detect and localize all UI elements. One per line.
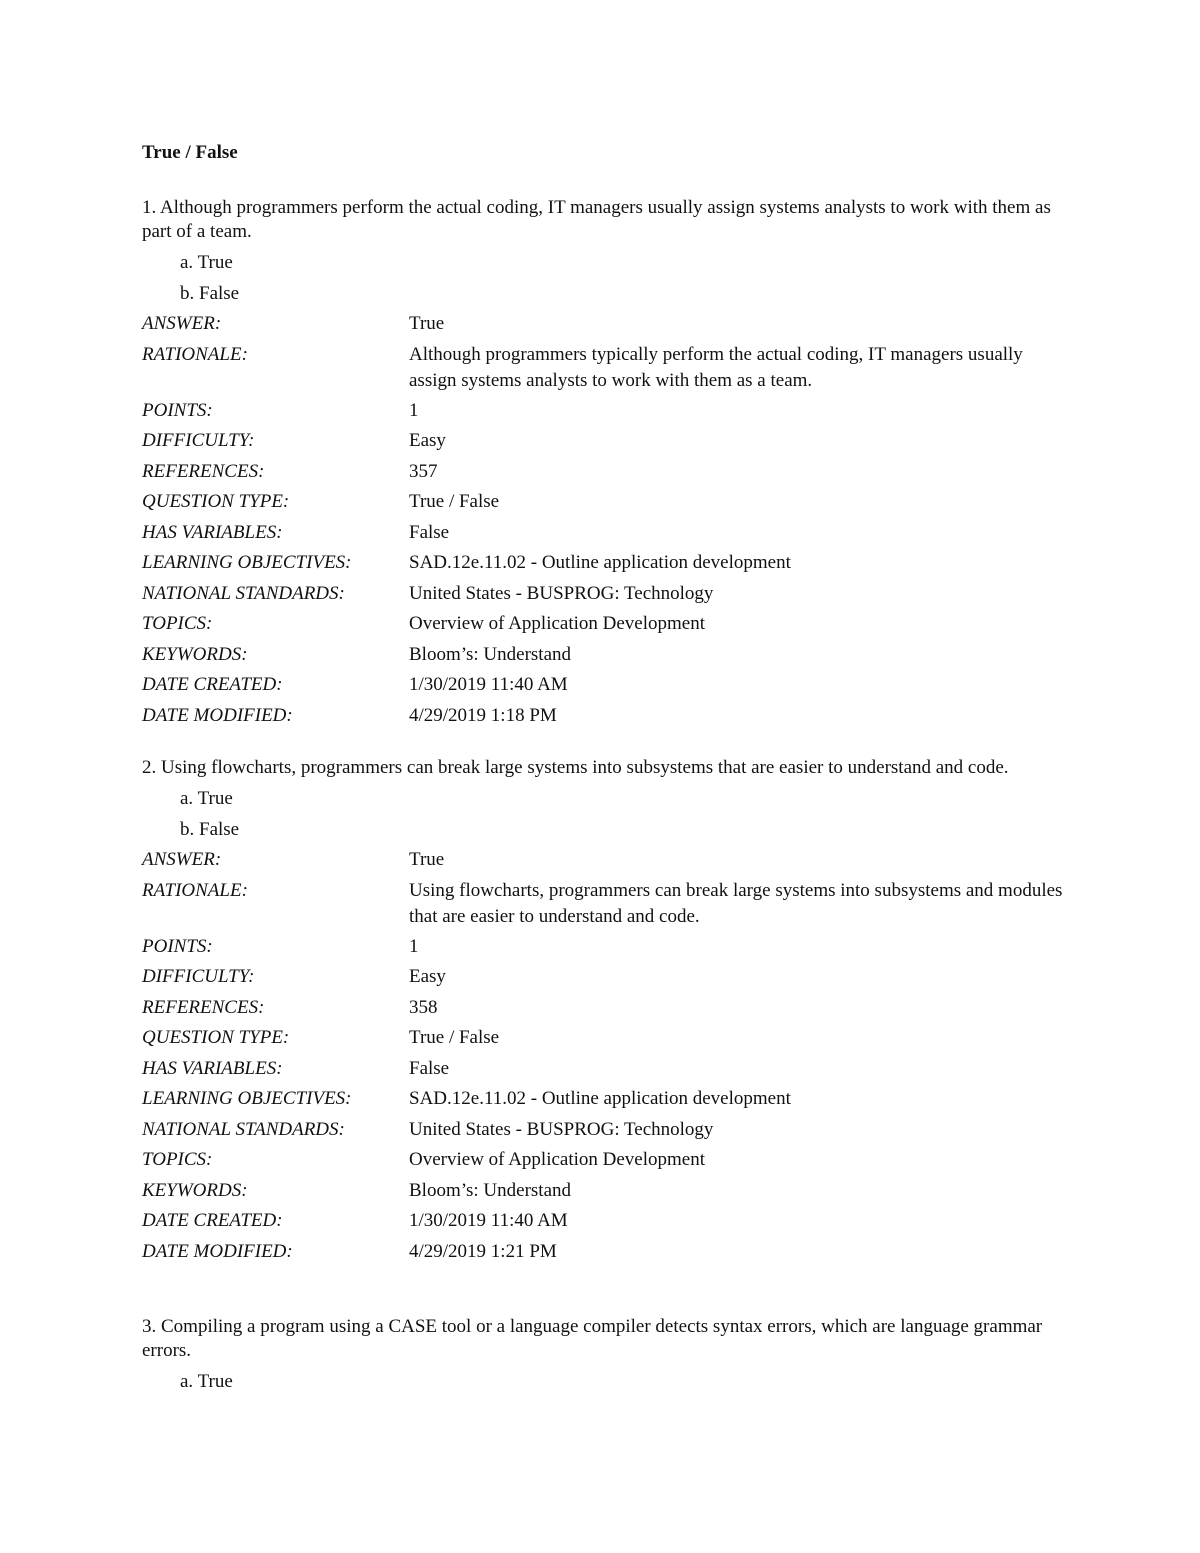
meta-difficulty: [142, 962, 1072, 993]
meta-points: [142, 396, 1072, 427]
meta-topics: [142, 1145, 1072, 1176]
meta-has-variables: [142, 1054, 1072, 1085]
meta-has-variables: [142, 518, 1072, 549]
meta-references: [142, 993, 1072, 1024]
meta-label: QUESTION TYPE:: [142, 1027, 290, 1048]
meta-label: NATIONAL STANDARDS:: [142, 582, 345, 604]
meta-label: RATIONALE:: [142, 343, 248, 365]
meta-label: QUESTION TYPE:: [142, 491, 290, 512]
meta-learning-objectives: [142, 548, 1072, 579]
answer-options: [142, 783, 1072, 845]
meta-value: True / False: [409, 491, 500, 512]
meta-value: Easy: [409, 430, 446, 451]
meta-value: United States - BUSPROG: Technology: [409, 582, 714, 604]
meta-value: United States - BUSPROG: Technology: [409, 1118, 714, 1140]
meta-national-standards: [142, 579, 1072, 610]
meta-label: ANSWER:: [142, 849, 222, 870]
answer-options: [142, 1366, 1072, 1397]
meta-label: DATE CREATED:: [142, 1210, 283, 1231]
meta-label: KEYWORDS:: [142, 1179, 248, 1201]
option-true: a. True: [180, 252, 233, 273]
meta-value: False: [409, 1057, 450, 1079]
meta-question-type: [142, 487, 1072, 518]
meta-topics: [142, 609, 1072, 640]
meta-label: REFERENCES:: [142, 460, 265, 482]
meta-value: 1: [409, 935, 419, 957]
question-stem: 1. Although programmers perform the actual coding, IT managers usually assign systems analysts to work with them as part of a team.: [142, 197, 1051, 242]
meta-date-created: [142, 670, 1072, 701]
meta-value: False: [409, 521, 450, 543]
meta-value: True: [409, 313, 445, 334]
meta-label: LEARNING OBJECTIVES:: [142, 1088, 352, 1109]
meta-value: Overview of Application Development: [409, 1149, 706, 1170]
meta-value: 1/30/2019 11:40 AM: [409, 674, 568, 695]
answer-options: [142, 247, 1072, 309]
meta-value: 4/29/2019 1:18 PM: [409, 704, 557, 726]
question-stem: 3. Compiling a program using a CASE tool or a language compiler detects syntax errors, which are language grammar errors.: [142, 1316, 1043, 1361]
meta-value: 357: [409, 460, 438, 482]
meta-value: Bloom’s: Understand: [409, 1179, 572, 1201]
meta-national-standards: [142, 1115, 1072, 1146]
meta-label: TOPICS:: [142, 1149, 213, 1170]
meta-date-modified: [142, 1237, 1072, 1268]
question-stem: 2. Using flowcharts, programmers can break large systems into subsystems that are easier to understand and code.: [142, 757, 1009, 778]
meta-label: DIFFICULTY:: [142, 430, 255, 451]
meta-value: 1: [409, 399, 419, 421]
meta-value: 358: [409, 996, 438, 1018]
meta-value: 4/29/2019 1:21 PM: [409, 1240, 557, 1262]
meta-label: KEYWORDS:: [142, 643, 248, 665]
question-metadata: [142, 309, 1072, 731]
meta-label: DATE MODIFIED:: [142, 1240, 293, 1262]
option-false: b. False: [180, 283, 240, 304]
meta-label: NATIONAL STANDARDS:: [142, 1118, 345, 1140]
meta-label: LEARNING OBJECTIVES:: [142, 552, 352, 573]
meta-label: TOPICS:: [142, 613, 213, 634]
meta-label: DIFFICULTY:: [142, 966, 255, 987]
meta-value: Using flowcharts, programmers can break large systems into subsystems and modules that are easier to understand and code.: [409, 879, 1063, 927]
meta-question-type: [142, 1023, 1072, 1054]
meta-date-created: [142, 1206, 1072, 1237]
meta-keywords: [142, 1176, 1072, 1207]
meta-value: True / False: [409, 1027, 500, 1048]
question-2: [142, 756, 1072, 1267]
meta-keywords: [142, 640, 1072, 671]
meta-references: [142, 457, 1072, 488]
meta-label: REFERENCES:: [142, 996, 265, 1018]
option-true: a. True: [180, 1371, 233, 1392]
meta-answer: [142, 845, 1072, 876]
meta-label: HAS VARIABLES:: [142, 521, 283, 543]
meta-value: Easy: [409, 966, 446, 987]
option-true: a. True: [180, 788, 233, 809]
meta-answer: [142, 309, 1072, 340]
meta-value: SAD.12e.11.02 - Outline application development: [409, 1088, 791, 1109]
question-3: [142, 1315, 1072, 1397]
meta-label: RATIONALE:: [142, 879, 248, 901]
question-metadata: [142, 845, 1072, 1267]
meta-value: SAD.12e.11.02 - Outline application development: [409, 552, 791, 573]
meta-label: DATE CREATED:: [142, 674, 283, 695]
meta-value: Overview of Application Development: [409, 613, 706, 634]
question-1: [142, 196, 1072, 731]
option-false: b. False: [180, 819, 240, 840]
meta-label: ANSWER:: [142, 313, 222, 334]
meta-value: Although programmers typically perform the actual coding, IT managers usually assign systems analysts to work with them as a team.: [409, 343, 1023, 391]
meta-date-modified: [142, 701, 1072, 732]
meta-label: POINTS:: [142, 399, 213, 421]
meta-label: DATE MODIFIED:: [142, 704, 293, 726]
meta-difficulty: [142, 426, 1072, 457]
meta-points: [142, 932, 1072, 963]
meta-rationale: [142, 876, 1072, 932]
meta-value: Bloom’s: Understand: [409, 643, 572, 665]
meta-label: POINTS:: [142, 935, 213, 957]
section-title: True / False: [142, 142, 238, 163]
meta-value: True: [409, 849, 445, 870]
meta-rationale: [142, 340, 1072, 396]
meta-label: HAS VARIABLES:: [142, 1057, 283, 1079]
meta-value: 1/30/2019 11:40 AM: [409, 1210, 568, 1231]
meta-learning-objectives: [142, 1084, 1072, 1115]
